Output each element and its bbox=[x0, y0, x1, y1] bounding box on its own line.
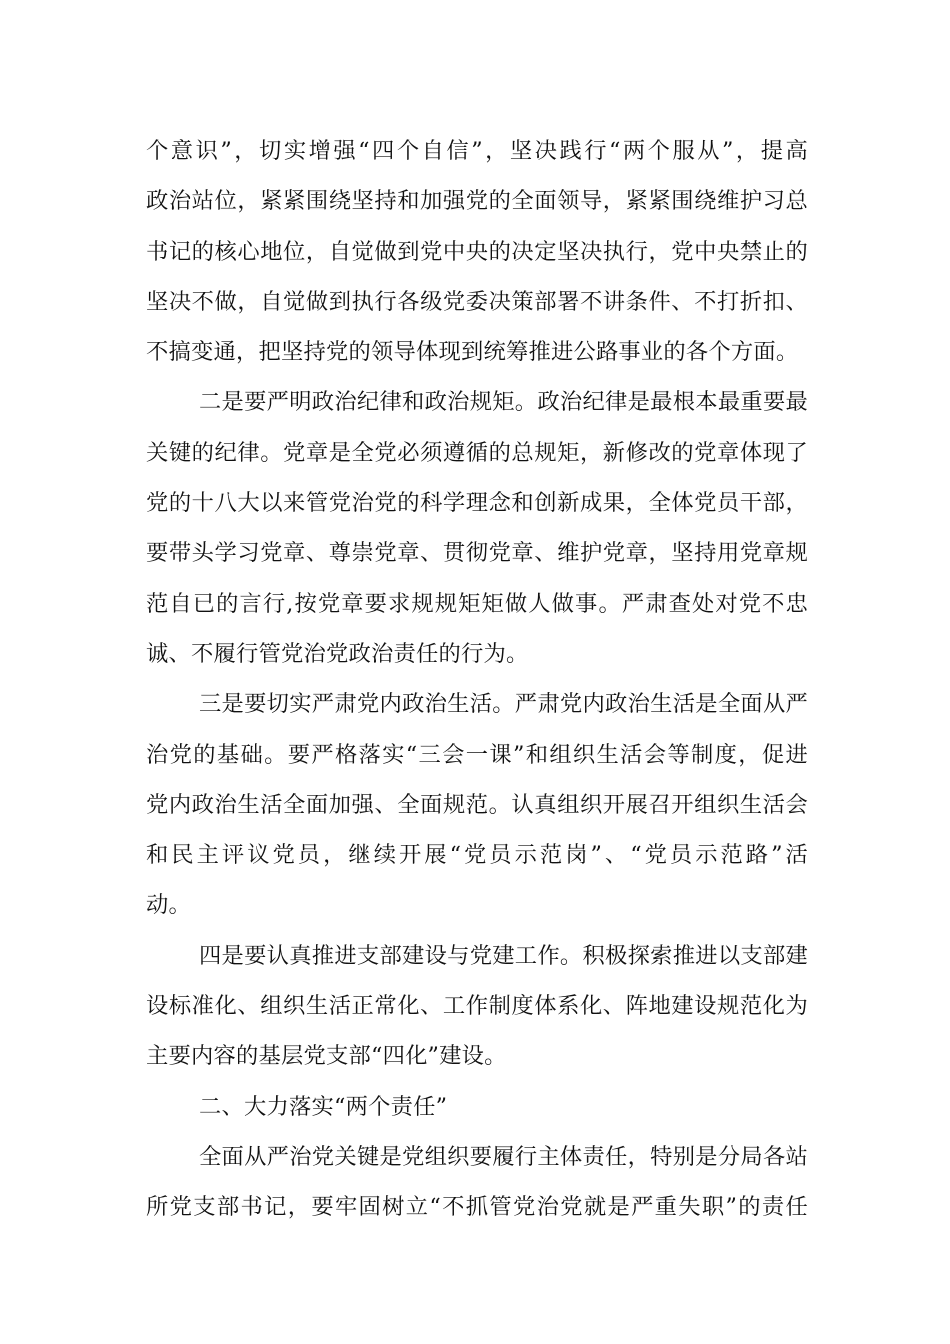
text-line: 设标准化、组织生活正常化、工作制度体系化、阵地建设规范化为 bbox=[146, 993, 808, 1020]
document-body bbox=[146, 126, 808, 1233]
text-line: 治党的基础。要严格落实“三会一课”和组织生活会等制度，促进 bbox=[146, 741, 808, 768]
text-line: 政治站位，紧紧围绕坚持和加强党的全面领导，紧紧围绕维护习总 bbox=[146, 188, 808, 215]
text-line: 所党支部书记，要牢固树立“不抓管党治党就是严重失职”的责任 bbox=[146, 1194, 808, 1221]
text-line: 坚决不做，自觉做到执行各级党委决策部署不讲条件、不打折扣、 bbox=[146, 288, 808, 315]
text-line: 主要内容的基层党支部“四化”建设。 bbox=[146, 1043, 507, 1070]
text-line: 党的十八大以来管党治党的科学理念和创新成果，全体党员干部， bbox=[146, 490, 808, 517]
text-line: 二是要严明政治纪律和政治规矩。政治纪律是最根本最重要最 bbox=[199, 389, 808, 416]
text-line: 要带头学习党章、尊崇党章、贯彻党章、维护党章，坚持用党章规 bbox=[146, 540, 808, 567]
text-line: 和民主评议党员，继续开展“党员示范岗”、“党员示范路”活 bbox=[146, 842, 808, 869]
text-line: 书记的核心地位，自觉做到党中央的决定坚决执行，党中央禁止的 bbox=[146, 238, 808, 265]
text-line: 三是要切实严肃党内政治生活。严肃党内政治生活是全面从严 bbox=[199, 691, 808, 718]
text-line: 党内政治生活全面加强、全面规范。认真组织开展召开组织生活会 bbox=[146, 791, 808, 818]
text-line: 关键的纪律。党章是全党必须遵循的总规矩，新修改的党章体现了 bbox=[146, 439, 808, 466]
text-line: 个意识”，切实增强“四个自信”，坚决践行“两个服从”，提高 bbox=[146, 138, 808, 164]
text-line: 全面从严治党关键是党组织要履行主体责任，特别是分局各站 bbox=[199, 1143, 808, 1170]
text-line: 动。 bbox=[146, 892, 191, 919]
text-line: 不搞变通，把坚持党的领导体现到统筹推进公路事业的各个方面。 bbox=[146, 339, 799, 366]
text-line: 二、大力落实“两个责任” bbox=[199, 1093, 448, 1120]
text-line: 范自已的言行,按党章要求规规矩矩做人做事。严肃查处对党不忠 bbox=[146, 590, 808, 617]
text-line: 四是要认真推进支部建设与党建工作。积极探索推进以支部建 bbox=[199, 942, 808, 969]
text-line: 诚、不履行管党治党政治责任的行为。 bbox=[146, 640, 529, 667]
